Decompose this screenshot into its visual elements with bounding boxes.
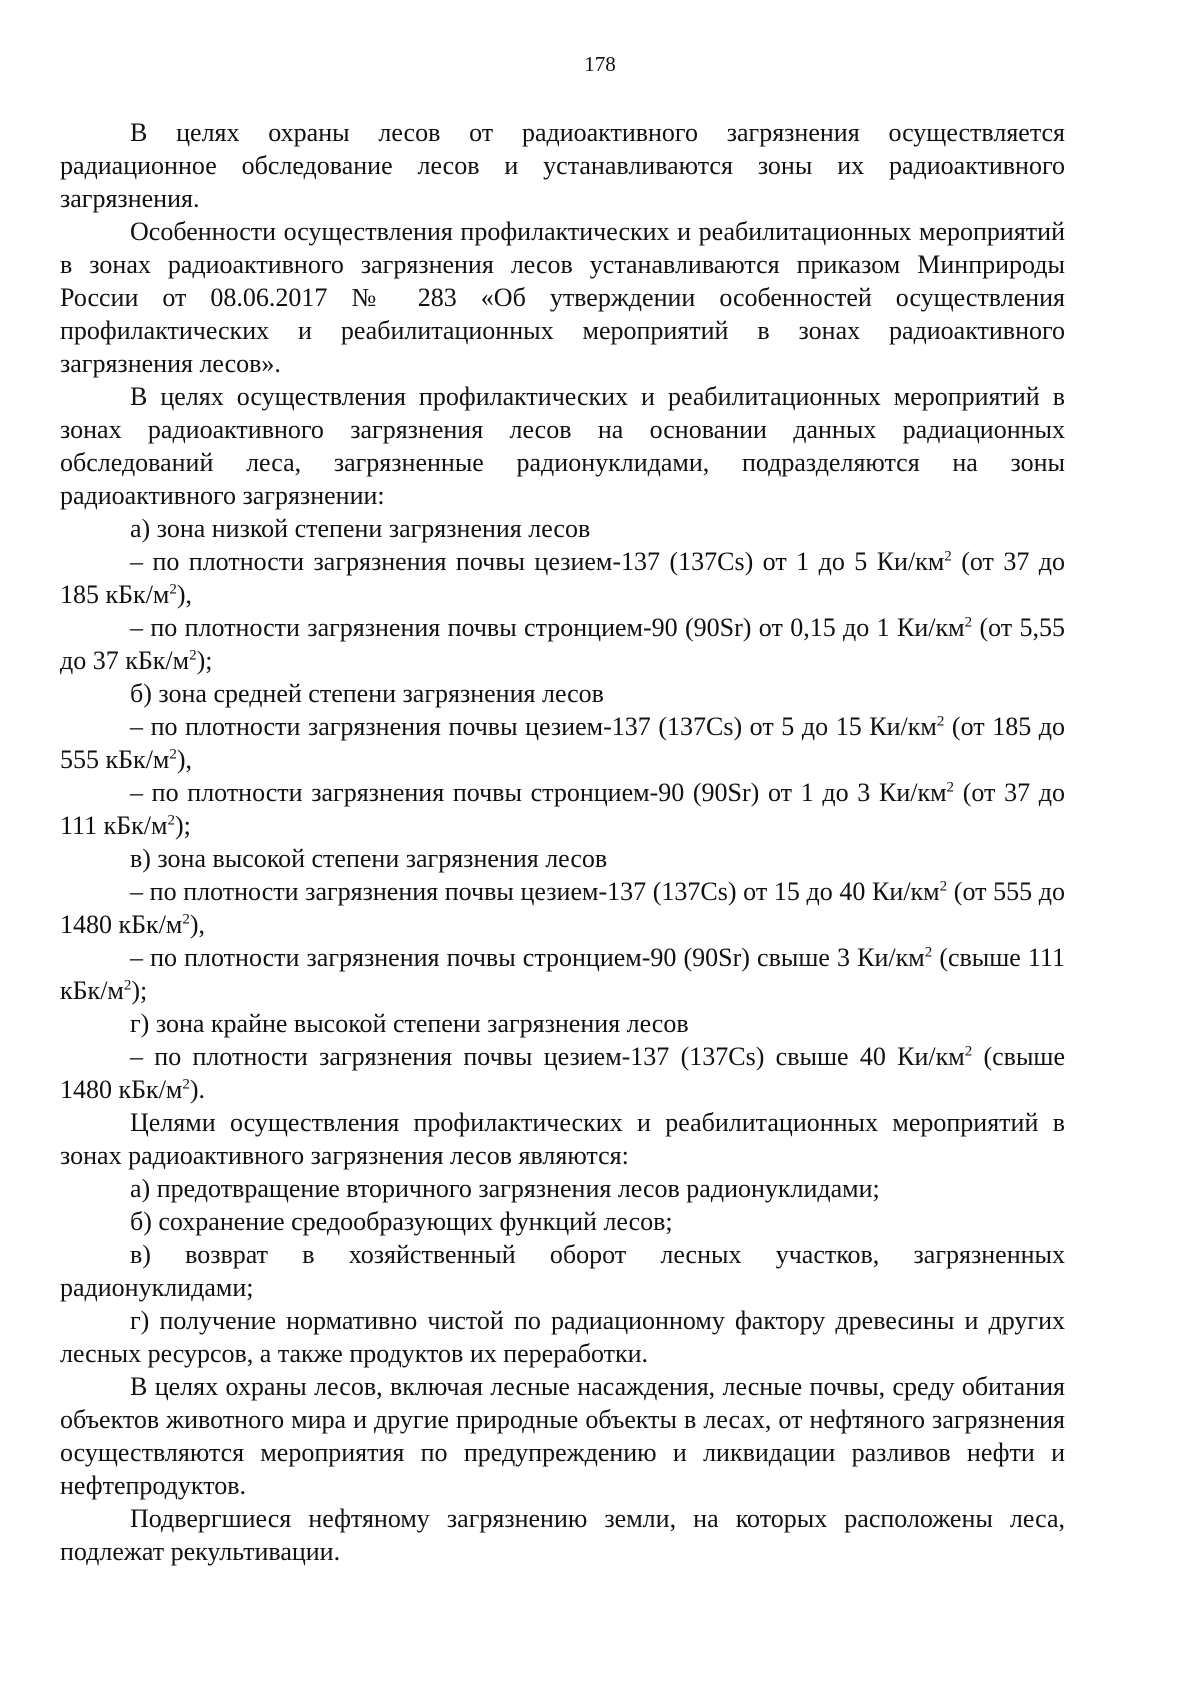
paragraph-order-reference: Особенности осуществления профилактических и реабилитационных мероприятий в зонах радиоактивного загрязнения лесов устанавливаются приказом Минприроды России от 08.06.2017 № 283 «Об утверждении особенностей осуществления профилактических и реабилитационных мероприятий в зонах радиоактивного загрязнения лесов». bbox=[60, 217, 1065, 378]
goal-v: в) возврат в хозяйственный оборот лесных участков, загрязненных радионуклидами; bbox=[60, 1240, 1065, 1302]
text-part: ); bbox=[174, 811, 191, 840]
superscript: 2 bbox=[964, 614, 973, 631]
text-part: (свыше 1480 кБк/м bbox=[60, 1042, 1065, 1104]
zone-b-heading: б) зона средней степени загрязнения лесов bbox=[130, 679, 604, 708]
text-part: – по плотности загрязнения почвы цезием-137 (137Cs) свыше 40 Ки/км bbox=[130, 1042, 965, 1071]
superscript: 2 bbox=[182, 911, 190, 928]
paragraph-goals-intro: Целями осуществления профилактических и реабилитационных мероприятий в зонах радиоактивного загрязнения лесов являются: bbox=[60, 1108, 1065, 1170]
text-part: ). bbox=[189, 1075, 206, 1104]
zone-v-cesium bbox=[60, 875, 1065, 941]
text-part: ), bbox=[176, 745, 193, 774]
zone-b-cesium bbox=[60, 710, 1065, 776]
text-part: – по плотности загрязнения почвы цезием-137 (137Cs) от 15 до 40 Ки/км bbox=[130, 877, 940, 906]
text-part: ), bbox=[176, 580, 193, 609]
superscript: 2 bbox=[169, 581, 177, 598]
superscript: 2 bbox=[182, 1076, 190, 1093]
text-part: – по плотности загрязнения почвы цезием-137 (137Cs) от 5 до 15 Ки/км bbox=[130, 712, 937, 741]
zone-a-heading: а) зона низкой степени загрязнения лесов bbox=[130, 514, 591, 543]
goal-g: г) получение нормативно чистой по радиационному фактору древесины и других лесных ресурсов, а также продуктов их переработки. bbox=[60, 1306, 1065, 1368]
superscript: 2 bbox=[946, 779, 955, 796]
zone-a-cesium bbox=[60, 545, 1065, 611]
zone-g-cesium bbox=[60, 1040, 1065, 1106]
superscript: 2 bbox=[936, 713, 945, 730]
text-part: (от 37 до 185 кБк/м bbox=[60, 547, 1066, 609]
text-part: ), bbox=[189, 910, 206, 939]
superscript: 2 bbox=[939, 878, 948, 895]
zone-v-strontium bbox=[60, 941, 1065, 1007]
superscript: 2 bbox=[123, 977, 132, 994]
zone-g-heading: г) зона крайне высокой степени загрязнения лесов bbox=[130, 1009, 689, 1038]
superscript: 2 bbox=[189, 647, 197, 664]
superscript: 2 bbox=[169, 746, 177, 763]
paragraph-recultivation: Подвергшиеся нефтяному загрязнению земли, на которых расположены леса, подлежат рекультивации. bbox=[60, 1504, 1065, 1566]
text-part: – по плотности загрязнения почвы стронцием-90 (90Sr) от 0,15 до 1 Ки/км bbox=[130, 613, 965, 642]
text-part: (от 5,55 до 37 кБк/м bbox=[60, 613, 1065, 675]
superscript: 2 bbox=[944, 548, 952, 565]
superscript: 2 bbox=[167, 812, 175, 829]
paragraph-zones-intro: В целях осуществления профилактических и реабилитационных мероприятий в зонах радиоактивного загрязнения лесов на основании данных радиационных обследований леса, загрязненные радионуклидами, подразделяются на зоны радиоактивного загрязнении: bbox=[60, 382, 1065, 510]
text-part: – по плотности загрязнения почвы стронцием-90 (90Sr) от 1 до 3 Ки/км bbox=[130, 778, 947, 807]
text-part: (от 37 до 111 кБк/м bbox=[60, 778, 1065, 840]
text-part: (свыше 111 кБк/м bbox=[60, 943, 1066, 1005]
superscript: 2 bbox=[924, 944, 933, 961]
text-part: (от 185 до 555 кБк/м bbox=[60, 712, 1066, 774]
goal-b: б) сохранение средообразующих функций лесов; bbox=[130, 1207, 673, 1236]
zone-v-heading: в) зона высокой степени загрязнения лесов bbox=[130, 844, 608, 873]
text-part: – по плотности загрязнения почвы цезием-137 (137Cs) от 1 до 5 Ки/км bbox=[130, 547, 945, 576]
text-part: ); bbox=[131, 976, 148, 1005]
zone-a-strontium bbox=[60, 611, 1065, 677]
zone-b-strontium bbox=[60, 776, 1065, 842]
page-number: 178 bbox=[584, 52, 616, 76]
goal-a: а) предотвращение вторичного загрязнения лесов радионуклидами; bbox=[130, 1174, 880, 1203]
document-body bbox=[60, 116, 1065, 1568]
text-part: (от 555 до 1480 кБк/м bbox=[60, 877, 1065, 939]
text-part: ); bbox=[196, 646, 213, 675]
paragraph-oil-protection: В целях охраны лесов, включая лесные насаждения, лесные почвы, среду обитания объектов животного мира и другие природные объекты в лесах, от нефтяного загрязнения осуществляются мероприятия по предупреждению и ликвидации разливов нефти и нефтепродуктов. bbox=[60, 1372, 1065, 1500]
text-part: – по плотности загрязнения почвы стронцием-90 (90Sr) свыше 3 Ки/км bbox=[130, 943, 925, 972]
superscript: 2 bbox=[964, 1043, 973, 1060]
paragraph-intro: В целях охраны лесов от радиоактивного загрязнения осуществляется радиационное обследование лесов и устанавливаются зоны их радиоактивного загрязнения. bbox=[60, 118, 1065, 213]
